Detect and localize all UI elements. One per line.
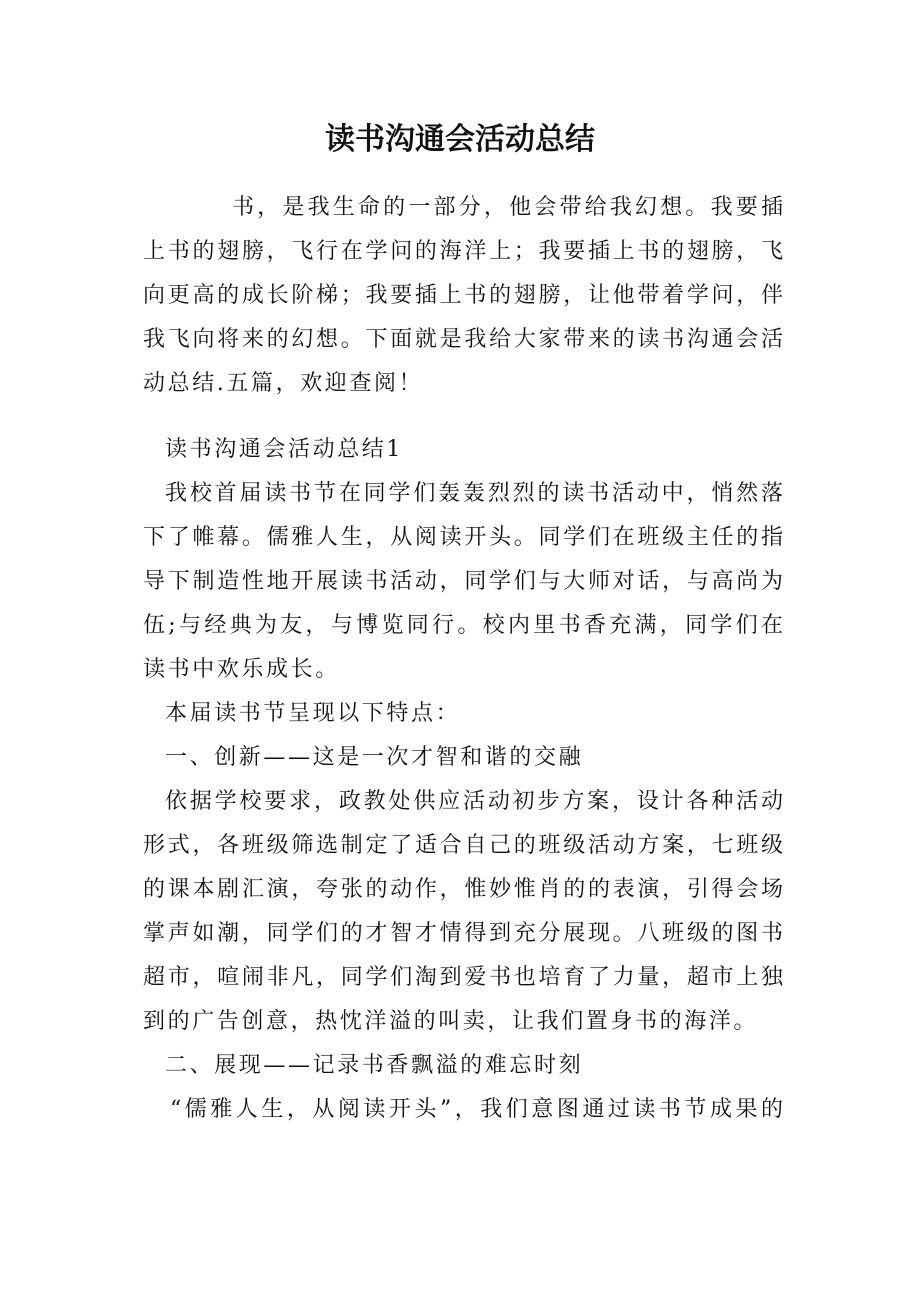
document-title: 读书沟通会活动总结 xyxy=(325,122,595,157)
features-intro: 本届读书节呈现以下特点： xyxy=(165,701,461,726)
document-body xyxy=(143,186,783,1132)
paragraph-line: 形式，各班级筛选制定了适合自己的班级活动方案，七班级 xyxy=(143,833,783,858)
paragraph-line: 伍;与经典为友，与博览同行。校内里书香充满，同学们在 xyxy=(143,613,783,638)
paragraph-line: 依据学校要求，政教处供应活动初步方案，设计各种活动 xyxy=(165,789,783,814)
paragraph-line: 掌声如潮，同学们的才智才情得到充分展现。八班级的图书 xyxy=(143,921,783,946)
intro-line: 向更高的成长阶梯；我要插上书的翅膀，让他带着学问，伴 xyxy=(143,283,783,308)
paragraph-line: 下了帷幕。儒雅人生，从阅读开头。同学们在班级主任的指 xyxy=(143,525,783,550)
paragraph-line: 读书中欢乐成长。 xyxy=(143,657,340,682)
intro-line: 动总结.五篇，欢迎查阅！ xyxy=(143,371,424,396)
point-heading: 一、创新——这是一次才智和谐的交融 xyxy=(165,745,584,770)
paragraph-line: 到的广告创意，热忱洋溢的叫卖，让我们置身书的海洋。 xyxy=(143,1009,759,1034)
paragraph-line: 导下制造性地开展读书活动，同学们与大师对话，与高尚为 xyxy=(143,569,783,594)
paragraph-line: 我校首届读书节在同学们轰轰烈烈的读书活动中，悄然落 xyxy=(165,481,783,506)
point-heading: 二、展现——记录书香飘溢的难忘时刻 xyxy=(165,1053,584,1078)
intro-line: 书，是我生命的一部分，他会带给我幻想。我要插 xyxy=(232,195,783,220)
intro-line: 上书的翅膀，飞行在学问的海洋上；我要插上书的翅膀，飞 xyxy=(143,239,783,264)
paragraph-line: 超市，喧闹非凡，同学们淘到爱书也培育了力量，超市上独 xyxy=(143,965,783,990)
section-heading: 读书沟通会活动总结1 xyxy=(165,437,403,462)
intro-line: 我飞向将来的幻想。下面就是我给大家带来的读书沟通会活 xyxy=(143,327,783,352)
paragraph-line: 的课本剧汇演，夸张的动作，惟妙惟肖的的表演，引得会场 xyxy=(143,877,783,902)
paragraph-line: “儒雅人生，从阅读开头”，我们意图通过读书节成果的 xyxy=(170,1097,783,1122)
